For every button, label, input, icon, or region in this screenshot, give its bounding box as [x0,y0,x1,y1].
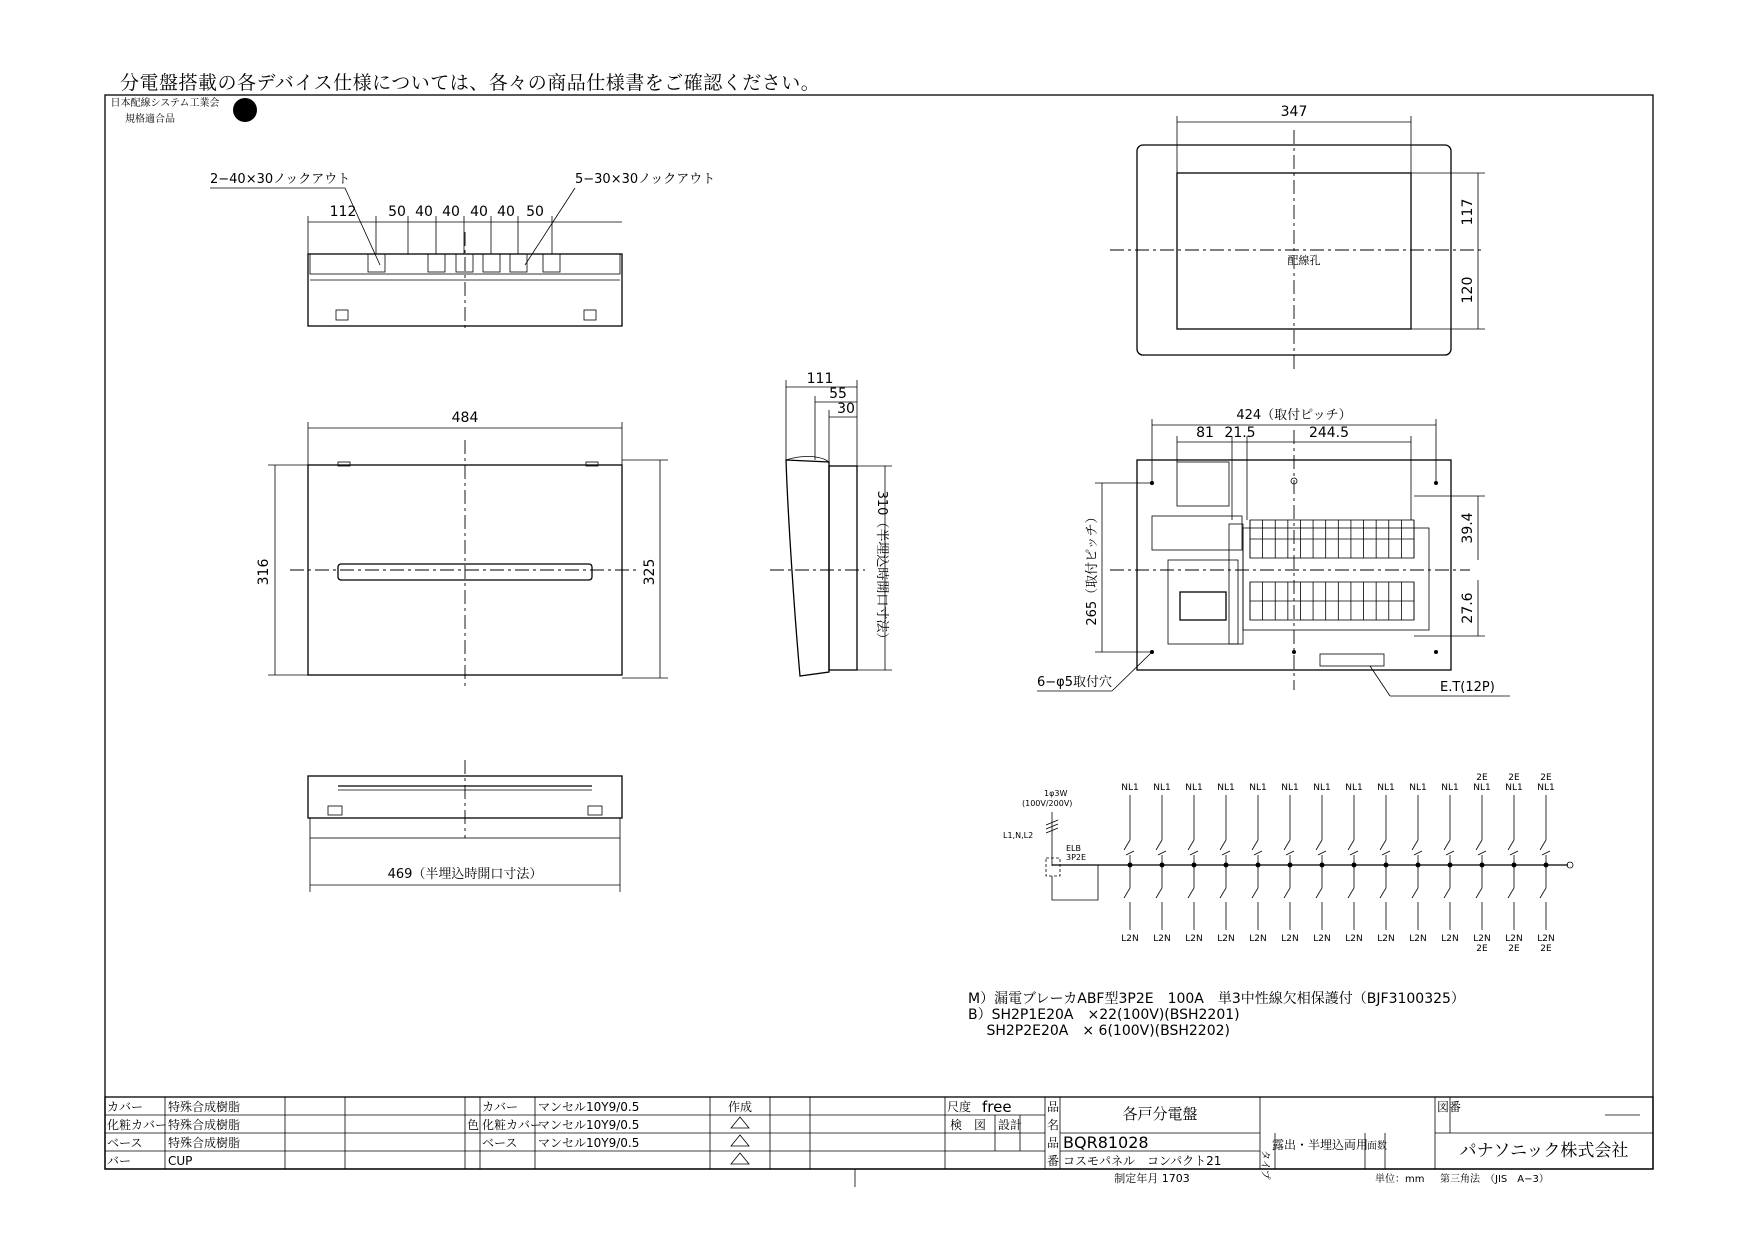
branch-bottom-label: L2N [1153,934,1171,944]
bus-node [1256,863,1261,868]
spec-line-1: M）漏電ブレーカABF型3P2E 100A 単3中性線欠相保護付（BJF3100325） [968,991,1465,1007]
row0-part: カバー [107,1100,144,1114]
wiring-hole-label: 配線孔 [1287,254,1321,267]
branch-circuit [1505,773,1522,954]
row0-color: マンセル10Y9/0.5 [538,1100,640,1114]
bus-node [1480,863,1485,868]
branch-top-label: NL1 [1377,783,1395,793]
bus-node [1224,863,1229,868]
type-value: 露出・半埋込両用 [1271,1138,1369,1152]
row2-part: ベース [107,1136,143,1150]
branch-bottom-label: L2N [1185,934,1203,944]
top-view [210,172,715,332]
branch-line [1316,888,1322,898]
voltage-label: (100V/200V) [1022,799,1073,808]
branch-top-label: NL1 [1217,783,1235,793]
branch-top-label: 2E [1508,773,1520,783]
front-width: 484 [451,410,479,426]
branch-circuit [1281,783,1298,944]
spec-line-2: B）SH2P1E20A ×22(100V)(BSH2201) [968,1007,1240,1023]
face-header: 面数 [1367,1141,1387,1152]
bus-node [1416,863,1421,868]
branch-bottom-label: L2N [1345,934,1363,944]
branch-bottom-label: L2N [1217,934,1235,944]
branch-line [1156,840,1162,850]
check-label: 検 図 [950,1118,987,1132]
branch-line [1124,840,1130,850]
branch-top-label: NL1 [1153,783,1171,793]
branch-line [1284,840,1290,850]
branch-top-label: 2E [1540,773,1552,783]
branch-bottom-label: L2N [1377,934,1395,944]
bus-node [1352,863,1357,868]
branch-circuit [1345,783,1362,944]
lines-label: L1,N,L2 [1003,831,1034,840]
branch-circuit [1153,783,1170,944]
branch-line [1540,840,1546,850]
branch-line [1382,851,1390,855]
spec-notes [968,990,1465,1039]
top-dim-1: 50 [388,204,406,220]
front-view [256,410,668,690]
branch-line [1478,851,1486,855]
top-dim-2: 40 [415,204,433,220]
scale-value: free [982,1098,1012,1116]
top-dim-0: 112 [329,204,357,220]
branch-bottom-label: L2N [1313,934,1331,944]
bus-node [1448,863,1453,868]
branch-circuit [1249,783,1266,944]
branch-top-label: NL1 [1249,783,1267,793]
branch-line [1348,840,1354,850]
back-width: 347 [1280,104,1308,120]
branch-line [1158,851,1166,855]
cert-line2: 規格適合品 [125,114,175,125]
num-h2: 番 [1047,1154,1060,1168]
row0-cpart: カバー [482,1100,519,1114]
branch-line [1380,888,1386,898]
front-height-right: 325 [642,558,658,586]
row0-mat: 特殊合成樹脂 [168,1100,241,1114]
model-number: BQR81028 [1063,1133,1149,1152]
top-dim-6: 50 [526,204,544,220]
branch-top-label: NL1 [1313,783,1331,793]
side-d1: 111 [806,371,834,387]
inner-d81: 81 [1196,425,1214,441]
inner-d215: 21.5 [1224,425,1256,441]
row2-mat: 特殊合成樹脂 [168,1136,241,1150]
cert-line1: 日本配線システム工業会 [110,98,220,109]
branch-line [1126,851,1134,855]
branch-line [1124,888,1130,898]
revision-triangle-2 [731,1135,749,1146]
branch-line [1156,888,1162,898]
row1-color: マンセル10Y9/0.5 [538,1118,640,1132]
branch-circuit [1377,783,1394,944]
bottom-open: 469（半埋込時開口寸法） [387,867,543,882]
branch-circuit [1185,783,1202,944]
branch-line [1476,840,1482,850]
bus-node [1320,863,1325,868]
supply-label: 1φ3W [1044,789,1068,798]
branch-line [1348,888,1354,898]
branch-circuit [1313,783,1330,944]
branch-line [1188,888,1194,898]
branch-top-label: 2E [1476,773,1488,783]
branch-top-label: NL1 [1345,783,1363,793]
branch-top-label: NL1 [1185,783,1203,793]
branch-line [1444,888,1450,898]
branch-top-label: NL1 [1473,783,1491,793]
branch-line [1350,851,1358,855]
row3-mat: CUP [168,1154,193,1168]
earth-terminal-label: E.T(12P) [1440,680,1495,695]
branch-line [1446,851,1454,855]
branch-line [1190,851,1198,855]
knockout-label-2: 5−30×30ノックアウト [575,172,716,187]
branch-bottom-label: L2N [1281,934,1299,944]
mounting-holes-label: 6−φ5取付穴 [1037,675,1113,690]
branch-line [1412,888,1418,898]
branch-circuit [1121,783,1138,944]
branch-circuit [1473,773,1490,954]
top-dim-5: 40 [497,204,515,220]
knockout-label-1: 2−40×30ノックアウト [210,172,351,187]
issue-date: 制定年月 1703 [1114,1172,1190,1185]
bus-node [1512,863,1517,868]
title-block [105,1097,1653,1187]
branch-bottom-label: L2N [1473,934,1491,944]
branch-line [1220,840,1226,850]
branch-bottom-label: L2N [1505,934,1523,944]
branch-bottom-label: 2E [1476,944,1488,954]
spec-line-3: SH2P2E20A × 6(100V)(BSH2202) [968,1023,1230,1039]
bus-node [1384,863,1389,868]
top-dim-4: 40 [470,204,488,220]
side-open: 310（半埋込時開口寸法） [874,490,889,646]
zuban-header: 図番 [1437,1100,1462,1114]
bus-node [1128,863,1133,868]
branch-line [1508,888,1514,898]
row2-cpart: ベース [482,1136,518,1150]
elb-label-1: ELB [1066,844,1081,853]
back-h2: 120 [1460,276,1476,304]
branch-circuits [1121,773,1554,954]
back-h1: 117 [1460,198,1476,226]
inner-d2445: 244.5 [1308,425,1350,441]
row1-part: 化粧カバー [107,1118,168,1132]
branch-bottom-label: L2N [1441,934,1459,944]
branch-bottom-label: L2N [1249,934,1267,944]
branch-top-label: NL1 [1281,783,1299,793]
branch-line [1220,888,1226,898]
side-d3: 30 [837,401,855,417]
name-h1: 品 [1047,1100,1060,1114]
created-label: 作成 [727,1100,753,1114]
branch-line [1380,840,1386,850]
bottom-view [308,760,622,892]
branch-line [1318,851,1326,855]
design-label: 設計 [998,1118,1023,1132]
num-h1: 品 [1047,1136,1060,1150]
branch-line [1188,840,1194,850]
branch-top-label: NL1 [1441,783,1459,793]
branch-line [1254,851,1262,855]
branch-circuit [1441,783,1458,944]
branch-line [1286,851,1294,855]
type-header: タイプ [1259,1150,1270,1180]
row3-part: バー [107,1154,132,1168]
branch-top-label: NL1 [1537,783,1555,793]
revision-triangle-1 [731,1117,749,1128]
company-name: パナソニック株式会社 [1459,1141,1629,1161]
branch-line [1542,851,1550,855]
header-note: 分電盤搭載の各デバイス仕様については、各々の商品仕様書をご確認ください。 [120,72,821,94]
inner-d394: 39.4 [1460,512,1476,544]
color-label: 色 [467,1118,480,1132]
branch-line [1316,840,1322,850]
series-name: コスモパネル コンパクト21 [1063,1154,1222,1168]
elb-label-2: 3P2E [1066,853,1087,862]
branch-line [1252,888,1258,898]
branch-line [1412,840,1418,850]
branch-line [1540,888,1546,898]
cert-mark [111,96,258,125]
product-name: 各戸分電盤 [1122,1105,1198,1123]
branch-line [1284,888,1290,898]
revision-triangle-3 [731,1153,749,1164]
branch-circuit [1409,783,1426,944]
inner-d276: 27.6 [1460,592,1476,624]
jewa-logo-icon [233,98,257,122]
bus-node [1160,863,1165,868]
projection-label: 第三角法 （JIS A−3） [1440,1174,1549,1185]
branch-line [1508,840,1514,850]
inner-pitch: 424（取付ピッチ） [1236,408,1352,423]
branch-line [1222,851,1230,855]
row1-cpart: 化粧カバー [482,1118,543,1132]
branch-line [1510,851,1518,855]
scale-label: 尺度 [947,1100,972,1114]
branch-line [1414,851,1422,855]
branch-bottom-label: L2N [1409,934,1427,944]
top-dim-3: 40 [442,204,460,220]
front-height-left: 316 [256,558,272,586]
branch-circuit [1217,783,1234,944]
branch-line [1252,840,1258,850]
branch-bottom-label: 2E [1508,944,1520,954]
back-view [1110,104,1485,370]
branch-bottom-label: L2N [1121,934,1139,944]
branch-top-label: NL1 [1409,783,1427,793]
branch-top-label: NL1 [1121,783,1139,793]
bus-node [1288,863,1293,868]
branch-bottom-label: L2N [1537,934,1555,944]
single-line-diagram [1003,773,1573,954]
name-h2: 名 [1047,1118,1060,1132]
branch-top-label: NL1 [1505,783,1523,793]
unit-label: 単位：mm [1375,1174,1425,1185]
bus-node [1192,863,1197,868]
side-view [770,371,892,676]
side-d2: 55 [829,386,847,402]
branch-line [1444,840,1450,850]
row1-mat: 特殊合成樹脂 [168,1118,241,1132]
row2-color: マンセル10Y9/0.5 [538,1136,640,1150]
inner-view [1037,408,1510,696]
inner-vpitch: 265（取付ピッチ） [1085,510,1100,626]
branch-circuit [1537,773,1554,954]
branch-bottom-label: 2E [1540,944,1552,954]
branch-line [1476,888,1482,898]
bus-node [1544,863,1549,868]
earth-terminal [1320,654,1384,666]
